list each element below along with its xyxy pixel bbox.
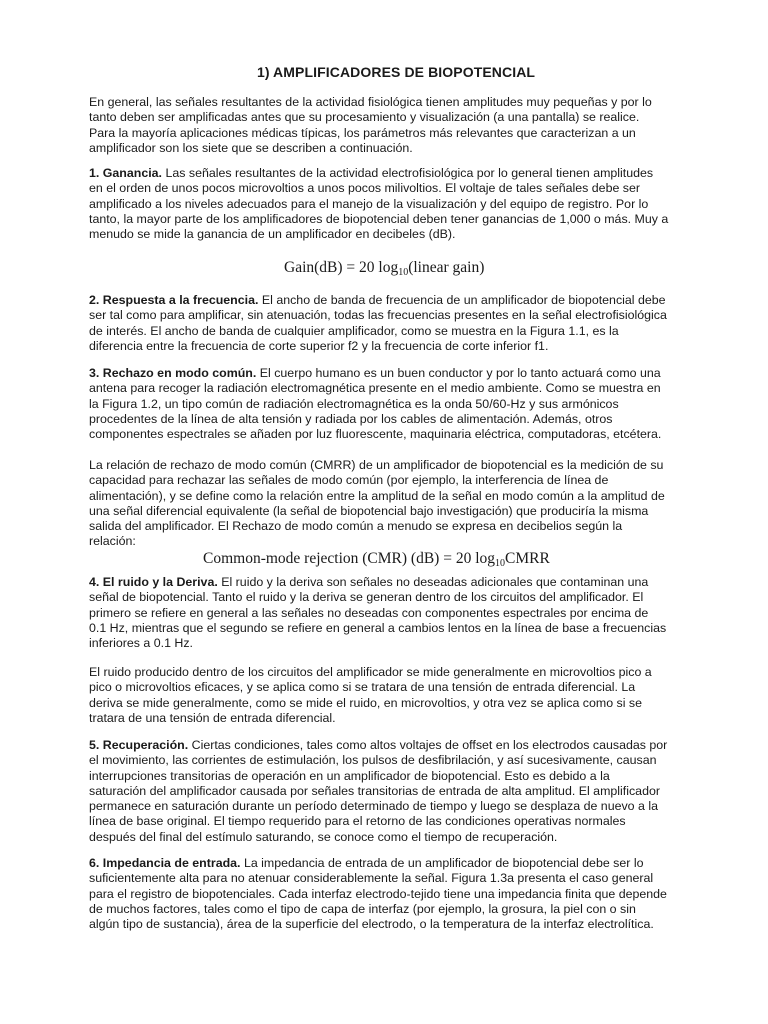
text-line: de interés. El ancho de banda de cualquier amplificador, como se muestra en la Figura 1.1, es la [89,323,619,338]
text-line: deriva se mide generalmente, como se mide el ruido, en microvoltios, y otra vez se aplica como si se [89,695,643,710]
text-line [89,575,689,590]
noise-paragraph [89,575,689,651]
recovery-heading: 5. Recuperación. [89,738,189,752]
text-line: antena para recoger la radiación electromagnética presente en el medio ambiente. Como se muestra en [89,381,661,396]
gain-first-line: Las señales resultantes de la actividad electrofisiológica por lo general tienen amplitudes [162,166,654,180]
common-mode-heading: 3. Rechazo en modo común. [89,366,257,380]
cmr-formula-right: CMRR [505,550,550,567]
text-line [89,166,689,181]
text-line: relación: [89,534,136,549]
text-line: tanto deben ser amplificadas antes que su procesamiento y visualización (a una pantalla) se realice. [89,110,640,125]
impedance-heading: 6. Impedancia de entrada. [89,856,241,870]
recovery-paragraph [89,738,689,845]
noise-heading: 4. El ruido y la Deriva. [89,575,218,589]
text-line: En general, las señales resultantes de la actividad fisiológica tienen amplitudes muy pequeñas y por lo [89,95,652,109]
text-line: de muchos factores, tales como el tipo de capa de interfaz (por ejemplo, la grosura, la piel con o sin [89,901,636,916]
text-line: capacidad para rechazar las señales de modo común (por ejemplo, la interferencia de línea de [89,473,609,488]
common-mode-paragraph [89,366,689,442]
text-line: después del final del estímulo saturando, se conoce como el tiempo de recuperación. [89,829,558,844]
impedance-first-line: La impedancia de entrada de un amplificador de biopotencial debe ser lo [240,856,644,870]
text-line: algún tipo de sustancia), área de la superficie del electrodo, o la temperatura de la interfaz electrolítica. [89,917,654,932]
text-line: la Figura 1.2, un tipo común de radiación electromagnética es la onda 50/60-Hz y sus armónicos [89,396,619,411]
noise-first-line: El ruido y la deriva son señales no deseadas adicionales que contaminan una [217,575,649,589]
text-line: permanece en saturación durante un período determinado de tiempo y luego se desplaza de nuevo a la [89,799,658,814]
text-line: amplificador son los siete que se describen a continuación. [89,140,413,155]
cmrr-paragraph [89,458,689,550]
text-line: una señal diferencial equivalente (la señal de biopotencial bajo investigación) que produciría la misma [89,503,649,518]
text-line: tanto, la mayor parte de los amplificadores de biopotencial deben tener ganancias de 1,000 o más. Muy a [89,211,669,226]
cmr-formula-left: Common-mode rejection (CMR) (dB) = 20 log [203,550,496,567]
text-line: para el registro de biopotenciales. Cada interfaz electrodo-tejido tiene una impedancia finita que depende [89,886,667,901]
text-line: pico o microvoltios eficaces, y se aplica como si se tratara de una tensión de entrada diferencial. La [89,680,636,695]
gain-formula-left: Gain(dB) = 20 log [284,259,399,276]
text-line: salida del amplificador. El Rechazo de modo común a menudo se expresa en decibelios según la [89,519,623,534]
text-line: saturación del amplificador causada por señales transitorias de entrada de alta amplitud. El amplificador [89,783,660,798]
text-line [89,293,689,308]
text-line [89,856,689,871]
cmr-formula [203,550,550,569]
cmr-formula-subscript: 10 [495,558,506,569]
text-line: primero se refiere en general a las señales no deseadas con componentes espectrales por encima de [89,605,649,620]
text-line: 0.1 Hz, mientras que el segundo se refiere en general a cambios lentos en la línea de base a frecuencias [89,620,667,635]
frequency-heading: 2. Respuesta a la frecuencia. [89,293,259,307]
gain-formula-subscript: 10 [398,267,409,278]
text-line: Para la mayoría aplicaciones médicas típicas, los parámetros más relevantes que caracterizan a un [89,125,636,140]
text-line: procedentes de la línea de alta tensión y radiada por los cables de alimentación. Además, otros [89,411,613,426]
frequency-first-line: El ancho de banda de frecuencia de un amplificador de biopotencial debe [258,293,666,307]
text-line: el movimiento, las corrientes de estimulación, los pulsos de desfibrilación, y así sucesivamente, causan [89,753,657,768]
intro-paragraph [89,95,689,156]
frequency-paragraph [89,293,689,354]
impedance-paragraph [89,856,689,932]
gain-heading: 1. Ganancia. [89,166,163,180]
text-line: línea de base original. El tiempo requerido para el retorno de las condiciones operativas normales [89,814,626,829]
text-line: señal de biopotencial. Tanto el ruido y la deriva se generan dentro de los circuitos del amplificador. El [89,590,644,605]
text-line [89,366,689,381]
text-line: amplificado a los niveles adecuados para el manejo de la visualización y del equipo de registro. Por lo [89,196,649,211]
text-line: menudo se mide la ganancia de un amplificador en decibeles (dB). [89,227,456,242]
text-line: componentes espectrales se añaden por luz fluorescente, maquinaria eléctrica, computadoras, etcétera. [89,427,662,442]
gain-paragraph [89,166,689,242]
text-line: suficientemente alta para no atenuar considerablemente la señal. Figura 1.3a presenta el caso general [89,871,654,886]
gain-formula-right: (linear gain) [408,259,485,276]
recovery-first-line: Ciertas condiciones, tales como altos voltajes de offset en los electrodos causadas por [188,738,668,752]
text-line [89,738,689,753]
noise-measure-paragraph [89,665,689,726]
text-line: El ruido producido dentro de los circuitos del amplificador se mide generalmente en microvoltios pico a [89,665,652,679]
text-line: diferencia entre la frecuencia de corte superior f2 y la frecuencia de corte inferior f1. [89,338,549,353]
text-line: alimentación), y se define como la relación entre la amplitud de la señal en modo común a la amplitud de [89,488,665,503]
text-line: en el orden de unos pocos microvoltios a unos pocos milivoltios. El voltaje de tales señales debe ser [89,181,641,196]
page-title: 1) AMPLIFICADORES DE BIOPOTENCIAL [256,64,536,80]
common-mode-first-line: El cuerpo humano es un buen conductor y por lo tanto actuará como una [256,366,661,380]
text-line: ser tal como para amplificar, sin atenuación, todas las frecuencias presentes en la señal electrofisiológica [89,308,667,323]
text-line: inferiores a 0.1 Hz. [89,636,193,651]
text-line: interrupciones transitorias de operación en un amplificador de biopotencial. Esto es debido a la [89,768,610,783]
text-line: tratara de una tensión de entrada diferencial. [89,710,336,725]
text-line: La relación de rechazo de modo común (CMRR) de un amplificador de biopotencial es la medición de su [89,458,664,472]
gain-formula [284,259,484,278]
